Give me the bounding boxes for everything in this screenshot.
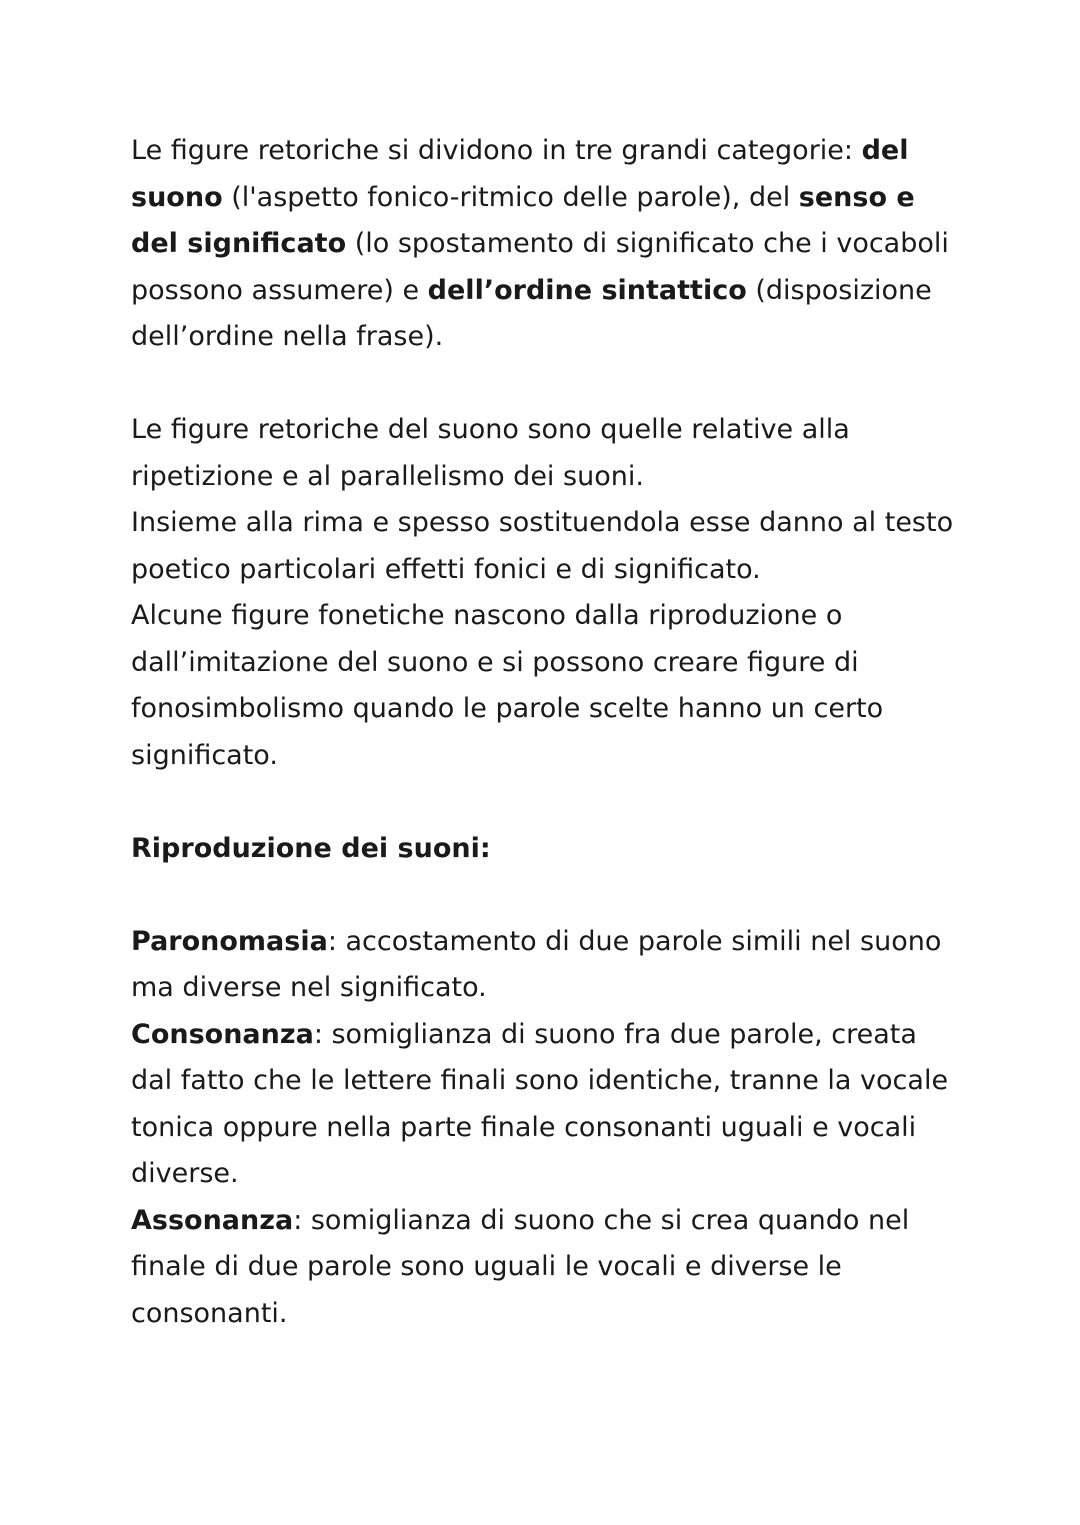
- intro-text-2: (l'aspetto fonico-ritmico delle parole), del: [222, 181, 799, 213]
- sound-paragraph-2: Insieme alla rima e spesso sostituendola esse danno al testo poetico particolari effetti fonici e di significato.: [131, 507, 954, 585]
- sound-paragraph-1: Le figure retoriche del suono sono quelle relative alla ripetizione e al parallelismo dei suoni.: [131, 414, 850, 492]
- definition-term: Consonanza: [131, 1018, 314, 1050]
- definition-text: : accostamento di due parole simili nel suono ma diverse nel significato.: [131, 925, 942, 1003]
- section-heading: [131, 826, 961, 873]
- intro-paragraph: [131, 128, 961, 361]
- definition-text: : somiglianza di suono fra due parole, creata dal fatto che le lettere finali sono identiche, tranne la vocale tonica oppure nella parte finale consonanti uguali e vocali diverse.: [131, 1018, 949, 1189]
- spacer: [131, 361, 961, 408]
- definition-consonanza: [131, 1012, 961, 1198]
- intro-text-4: (disposizione dell’ordine nella frase).: [131, 274, 932, 352]
- spacer: [131, 779, 961, 826]
- spacer: [131, 872, 961, 919]
- document-page: [131, 128, 961, 1337]
- intro-bold-meaning: senso e del significato: [131, 181, 915, 259]
- definition-text: : somiglianza di suono che si crea quando nel finale di due parole sono uguali le vocali e diverse le consonanti.: [131, 1204, 910, 1329]
- definition-assonanza: [131, 1198, 961, 1338]
- definition-paronomasia: [131, 919, 961, 1012]
- intro-bold-syntax: dell’ordine sintattico: [427, 274, 747, 306]
- intro-bold-sound: del suono: [131, 135, 909, 213]
- intro-text-1: Le figure retoriche si dividono in tre grandi categorie:: [131, 135, 862, 166]
- section-heading-text: Riproduzione dei suoni:: [131, 832, 491, 864]
- definition-term: Paronomasia: [131, 925, 328, 957]
- intro-text-3: (lo spostamento di significato che i vocaboli possono assumere) e: [131, 228, 949, 306]
- definition-term: Assonanza: [131, 1204, 294, 1236]
- sound-paragraph-3: Alcune figure fonetiche nascono dalla riproduzione o dall’imitazione del suono e si possono creare figure di fonosimbolismo quando le parole scelte hanno un certo significato.: [131, 600, 884, 771]
